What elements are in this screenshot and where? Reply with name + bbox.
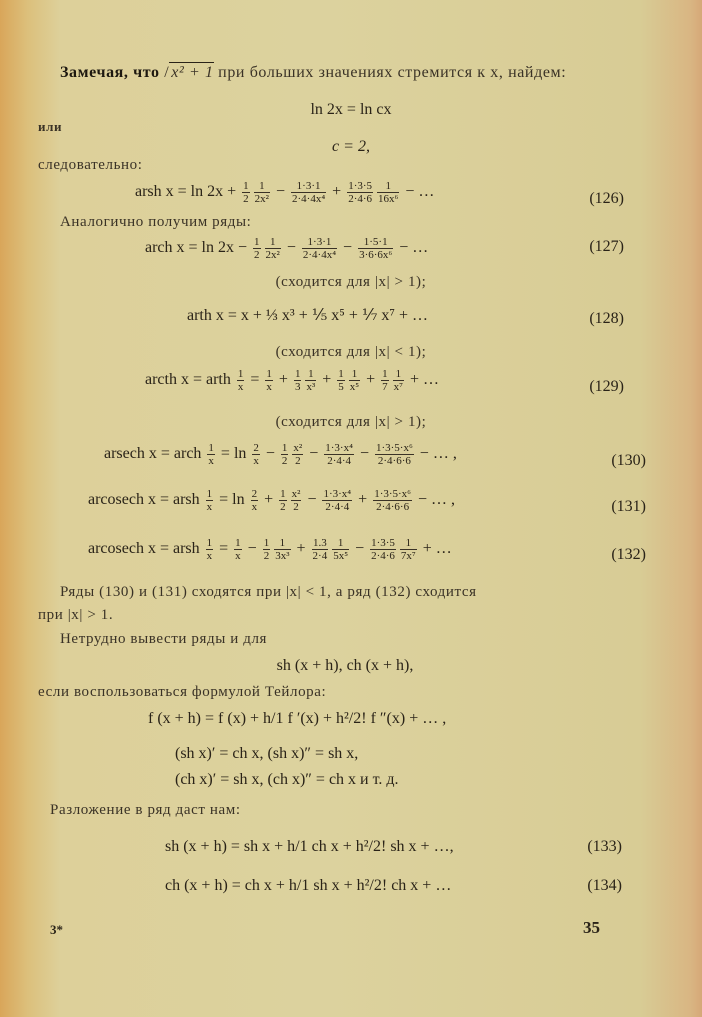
equation-131: arcosech x = arsh $\frac{1}{x}$ = ln $\frac{2}{x}$ + $\frac{1}{2}$ $\frac{\text{x²}}{2}$ − $\frac{\text{1·3·x⁴}}{2\cdot 4\cdot 4}$ + $\frac{\text{1·3·5·x⁶}}{2\cdot 4\cdot 6\cdot 6}$ − … ,	[88, 488, 456, 513]
equation-132-lhs: arcosech x = arsh	[88, 540, 200, 558]
signature-mark: 3*	[50, 922, 63, 937]
equation-126-lhs: arsh x = ln 2x +	[135, 183, 237, 201]
derivatives-sh: (sh x)′ = ch x, (sh x)″ = sh x,	[175, 745, 359, 762]
page-number: 35	[583, 918, 600, 937]
equation-number-133: (133)	[587, 838, 622, 855]
analogichno-paragraph: Аналогично получим ряды:	[60, 214, 252, 230]
sh-ch-expressions: sh (x + h), ch (x + h),	[276, 657, 414, 674]
derivatives-ch: (ch x)′ = sh x, (ch x)″ = ch x и т. д.	[175, 771, 399, 788]
convergence-127: (сходится для |x| > 1);	[275, 274, 427, 290]
equation-127: arch x = ln 2x − $\frac{1}{2}$ $\frac{1}{\text{2x²}}$ − $\frac{1\cdot 3\cdot 1}{\text{2·4·4x⁴}}$ − $\frac{1\cdot 5\cdot 1}{\text{3·6·6x⁶}}$ − …	[145, 236, 429, 261]
equation-number-131: (131)	[611, 498, 646, 515]
convergence-129: (сходится для |x| > 1);	[275, 414, 427, 430]
equation-129-lhs: arcth x = arth	[145, 371, 231, 389]
equation-129: arcth x = arth $\frac{1}{x}$ = $\frac{1}{x}$ + $\frac{1}{3}$ $\frac{1}{\text{x³}}$ + $\frac{1}{5}$ $\frac{1}{\text{x⁵}}$ + $\frac{1}{7}$ $\frac{1}{\text{x⁷}}$ + …	[145, 368, 440, 393]
equation-132: arcosech x = arsh $\frac{1}{x}$ = $\frac{1}{x}$ − $\frac{1}{2}$ $\frac{1}{\text{3x³}}$ + $\frac{1.3}{2\cdot 4}$ $\frac{1}{\text{5x⁵}}$ − $\frac{1\cdot 3\cdot 5}{2\cdot 4\cdot 6}$ $\frac{1}{\text{7x⁷}}$ + …	[88, 537, 452, 562]
equation-number-132: (132)	[611, 546, 646, 563]
word-ili: или	[38, 119, 63, 134]
equation-number-130: (130)	[611, 452, 646, 469]
sqrt-expression: / x² + 1	[164, 64, 214, 81]
equation-134: ch (x + h) = ch x + h/1 sh x + h²/2! ch x + …	[165, 877, 452, 894]
equation-number-128: (128)	[589, 310, 624, 327]
equation-126: arsh x = ln 2x + $\frac{1}{2}$ $\frac{1}{\text{2x²}}$ − $\frac{1\cdot 3\cdot 1}{\text{2·4·4x⁴}}$ + $\frac{1\cdot 3\cdot 5}{2\cdot 4\cdot 6}$ $\frac{1}{\text{16x⁶}}$ − …	[135, 180, 435, 205]
equation-131-lhs: arcosech x = arsh	[88, 491, 200, 509]
netrudno-paragraph: Нетрудно вывести ряды и для	[60, 631, 268, 647]
equation-133: sh (x + h) = sh x + h/1 ch x + h²/2! sh x + …,	[165, 838, 454, 855]
equation-c-text: c = 2,	[332, 138, 370, 155]
taylor-formula: f (x + h) = f (x) + h/1 f ′(x) + h²/2! f ″(x) + … ,	[148, 710, 447, 727]
series-note-line2: при |x| > 1.	[38, 607, 114, 623]
convergence-128: (сходится для |x| < 1);	[275, 344, 427, 360]
equation-ln-text: ln 2x = ln cx	[310, 101, 392, 118]
taylor-intro: если воспользоваться формулой Тейлора:	[38, 684, 327, 700]
equation-number-134: (134)	[587, 877, 622, 894]
sqrt-radicand: x² + 1	[171, 64, 214, 81]
equation-ln	[0, 100, 702, 120]
equation-130: arsech x = arch $\frac{1}{x}$ = ln $\frac{2}{x}$ − $\frac{1}{2}$ $\frac{\text{x²}}{2}$ − $\frac{\text{1·3·x⁴}}{2\cdot 4\cdot 4}$ − $\frac{\text{1·3·5·x⁶}}{2\cdot 4\cdot 6\cdot 6}$ − … ,	[104, 442, 457, 467]
equation-128: arth x = x + ⅓ x³ + ⅕ x⁵ + ⅐ x⁷ + …	[187, 307, 428, 324]
word-sledovatelno: следовательно:	[38, 157, 143, 173]
equation-127-lhs: arch x = ln 2x −	[145, 239, 248, 257]
equation-number-127: (127)	[589, 238, 624, 255]
equation-number-126: (126)	[589, 190, 624, 207]
equation-c	[0, 137, 702, 157]
intro-text-before: Замечая, что	[60, 64, 160, 81]
equation-number-129: (129)	[589, 378, 624, 395]
intro-text-after: при больших значениях стремится к x, найдем:	[218, 64, 567, 81]
intro-paragraph	[60, 62, 566, 83]
series-note-line1: Ряды (130) и (131) сходятся при |x| < 1, а ряд (132) сходится	[60, 584, 477, 600]
equation-130-lhs: arsech x = arch	[104, 445, 202, 463]
razlozhenie-paragraph: Разложение в ряд даст нам:	[50, 802, 241, 818]
